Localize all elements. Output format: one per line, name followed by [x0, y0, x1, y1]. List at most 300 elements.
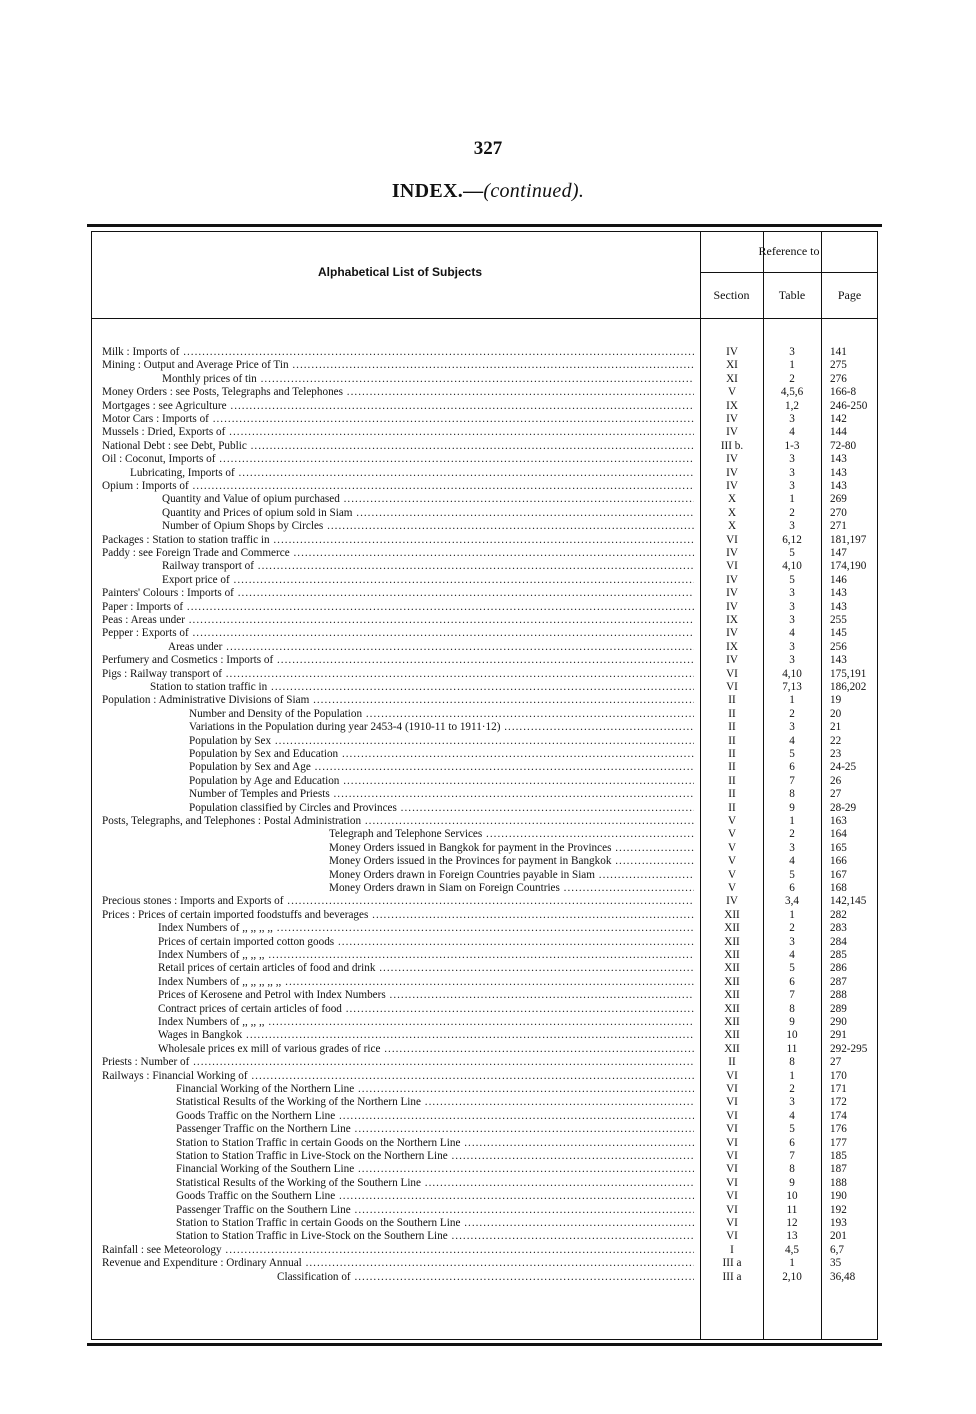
index-section: VI	[726, 533, 738, 546]
index-subject	[102, 842, 694, 855]
index-row	[0, 828, 976, 842]
index-row	[0, 614, 976, 628]
index-table: 11	[786, 1042, 798, 1055]
index-page: 143	[830, 480, 847, 492]
index-page: 171	[830, 1083, 847, 1095]
index-page: 186,202	[830, 681, 867, 693]
index-page: 145	[830, 627, 847, 640]
index-table: 3	[789, 413, 795, 425]
index-section: VI	[726, 1163, 738, 1176]
index-subject-text: Station to Station Traffic in Live-Stock on the Northern Line .....	[176, 1150, 694, 1162]
index-table: 2,10	[782, 1270, 802, 1283]
index-subject-text: Money Orders drawn in Siam on Foreign Countries .....	[329, 882, 694, 894]
index-section: VI	[726, 1230, 738, 1243]
index-section: III a	[722, 1270, 742, 1283]
index-page: 282	[830, 908, 847, 921]
index-page: 146	[830, 573, 847, 586]
index-subject-text: Railways : Financial Working of .....	[102, 1070, 694, 1082]
index-section: XII	[724, 922, 740, 935]
index-section: V	[727, 386, 737, 399]
index-row	[0, 949, 976, 963]
header-page: Page	[837, 288, 862, 302]
index-table: 4,10	[782, 667, 802, 680]
index-subject-text: Peas : Areas under .....	[102, 614, 694, 626]
index-subject-text: Index Numbers of ,, ,, ,, ,, .....	[158, 922, 694, 934]
index-table: 2	[789, 922, 795, 935]
index-subject	[102, 976, 694, 989]
index-row	[0, 936, 976, 950]
index-section: V	[727, 882, 737, 894]
index-subject	[102, 708, 694, 721]
index-subject-text: Station to station traffic in .....	[150, 681, 694, 693]
index-section: III a	[722, 1257, 742, 1270]
index-page: 177	[830, 1136, 847, 1149]
index-section: XI	[726, 359, 738, 372]
index-page: 193	[830, 1217, 847, 1229]
index-section: IV	[726, 346, 738, 358]
index-section: VI	[726, 1136, 738, 1149]
index-row	[0, 708, 976, 722]
index-table: 8	[789, 788, 795, 801]
index-table: 4	[789, 426, 795, 439]
index-section: VI	[726, 1217, 738, 1229]
index-row	[0, 761, 976, 775]
index-table: 8	[789, 1163, 795, 1176]
index-page: 192	[830, 1203, 847, 1216]
index-section: XII	[724, 935, 740, 948]
index-subject-text: Lubricating, Imports of .....	[130, 467, 694, 479]
index-section: IV	[726, 600, 738, 613]
index-subject-text: Telegraph and Telephone Services .....	[329, 828, 694, 840]
index-row	[0, 1217, 976, 1231]
header-section: Section	[713, 288, 750, 302]
index-subject-text: Prices : Prices of certain imported foodstuffs and beverages .....	[102, 909, 694, 921]
index-table: 6	[789, 975, 795, 988]
index-subject	[102, 547, 694, 560]
index-row	[0, 1150, 976, 1164]
index-page: 27	[830, 788, 842, 801]
index-table: 4	[789, 949, 795, 961]
index-page: 270	[830, 506, 847, 519]
index-section: II	[728, 734, 736, 747]
index-table: 9	[789, 801, 795, 814]
index-page: 181,197	[830, 533, 867, 546]
index-subject	[102, 895, 694, 908]
index-section: IV	[726, 627, 738, 640]
index-subject	[102, 413, 694, 426]
index-subject	[102, 802, 694, 815]
index-row	[0, 346, 976, 360]
index-row	[0, 748, 976, 762]
index-section: V	[727, 828, 737, 841]
index-section: II	[728, 707, 736, 720]
index-section: VI	[726, 1150, 738, 1162]
index-table: 7	[789, 989, 795, 1002]
index-subject	[102, 1110, 694, 1123]
index-table: 5	[789, 1123, 795, 1136]
index-section: VI	[726, 1203, 738, 1216]
index-subject	[102, 574, 694, 587]
index-subject	[102, 909, 694, 922]
index-section: VI	[726, 1109, 738, 1122]
index-page: 21	[830, 721, 842, 734]
index-subject	[102, 735, 694, 748]
index-page: 276	[830, 372, 847, 385]
index-page: 142	[830, 413, 847, 425]
index-subject-text: Paper : Imports of .....	[102, 601, 694, 613]
index-section: X	[727, 493, 737, 506]
index-section: IV	[726, 426, 738, 439]
index-row	[0, 855, 976, 869]
index-row	[0, 1271, 976, 1285]
index-row	[0, 802, 976, 816]
index-row	[0, 1137, 976, 1151]
index-row	[0, 909, 976, 923]
index-row	[0, 1003, 976, 1017]
index-section: V	[727, 841, 737, 854]
index-subject	[102, 1163, 694, 1176]
index-table: 5	[789, 868, 795, 881]
index-page: 176	[830, 1123, 847, 1136]
index-subject	[102, 668, 694, 681]
index-subject-text: Financial Working of the Southern Line .....	[176, 1163, 694, 1175]
index-row	[0, 574, 976, 588]
index-table: 5	[789, 573, 795, 586]
index-page: 166	[830, 855, 847, 868]
index-page: 143	[830, 453, 847, 466]
index-section: IV	[726, 895, 738, 908]
index-page: 188	[830, 1176, 847, 1189]
index-subject-text: Passenger Traffic on the Southern Line .....	[176, 1204, 694, 1216]
index-section: IX	[726, 640, 738, 653]
index-section: I	[730, 1243, 734, 1256]
index-section: IV	[726, 466, 738, 479]
index-table: 12	[786, 1217, 798, 1229]
index-subject-text: Station to Station Traffic in Live-Stock on the Southern Line .....	[176, 1230, 694, 1242]
index-table: 7,13	[782, 681, 802, 693]
index-row	[0, 694, 976, 708]
index-table: 11	[786, 1203, 798, 1216]
index-section: II	[728, 694, 736, 707]
index-table: 9	[789, 1016, 795, 1028]
index-subject-text: Pigs : Railway transport of .....	[102, 668, 694, 680]
index-table: 3	[789, 600, 795, 613]
index-subject-text: Money Orders : see Posts, Telegraphs and Telephones .....	[102, 386, 694, 398]
index-page: 174,190	[830, 560, 867, 573]
index-section: IX	[726, 614, 738, 626]
index-row	[0, 1190, 976, 1204]
index-section: IV	[726, 413, 738, 425]
index-section: XII	[724, 908, 740, 921]
index-row	[0, 1257, 976, 1271]
index-subject-text: Rainfall : see Meteorology .....	[102, 1244, 694, 1256]
page-number: 327	[473, 138, 503, 159]
index-section: V	[727, 815, 737, 827]
index-page: 167	[830, 868, 847, 881]
index-subject-text: Quantity and Value of opium purchased .....	[162, 493, 694, 505]
index-table: 1	[789, 493, 795, 506]
index-subject-text: Perfumery and Cosmetics : Imports of .....	[102, 654, 694, 666]
index-page: 166-8	[830, 386, 857, 399]
index-table: 3	[789, 654, 795, 667]
index-section: II	[728, 774, 736, 787]
index-page: 163	[830, 815, 847, 827]
index-subject	[102, 1070, 694, 1083]
index-subject	[102, 614, 694, 627]
index-subject	[102, 815, 694, 828]
index-subject-text: Areas under .....	[168, 641, 694, 653]
index-table: 4	[789, 1109, 795, 1122]
index-row	[0, 668, 976, 682]
index-subject	[102, 989, 694, 1002]
index-page: 164	[830, 828, 847, 841]
index-subject	[102, 1271, 694, 1284]
index-row	[0, 587, 976, 601]
index-table: 5	[789, 748, 795, 760]
index-table: 7	[789, 774, 795, 787]
index-subject-text: Money Orders drawn in Foreign Countries payable in Siam .....	[329, 869, 694, 881]
index-row	[0, 1083, 976, 1097]
index-section: XII	[724, 962, 740, 975]
index-table: 3	[789, 841, 795, 854]
index-subject	[102, 400, 694, 413]
index-subject	[102, 440, 694, 453]
index-page: 292-295	[830, 1042, 868, 1055]
index-subject	[102, 1190, 694, 1203]
index-subject-text: Number of Opium Shops by Circles .....	[162, 520, 694, 532]
index-page: 6,7	[830, 1243, 844, 1256]
index-page: 27	[830, 1056, 842, 1069]
index-row	[0, 493, 976, 507]
index-page: 143	[830, 466, 847, 479]
index-subject	[102, 1003, 694, 1016]
index-row	[0, 1177, 976, 1191]
index-subject-text: Station to Station Traffic in certain Goods on the Northern Line .....	[176, 1137, 694, 1149]
index-table: 1	[789, 694, 795, 707]
index-subject-text: Oil : Coconut, Imports of .....	[102, 453, 694, 465]
index-subject	[102, 1217, 694, 1230]
index-subject-text: Statistical Results of the Working of the Northern Line .....	[176, 1096, 694, 1108]
index-subject	[102, 748, 694, 761]
index-page: 35	[830, 1257, 842, 1270]
index-subject-text: Painters' Colours : Imports of .....	[102, 587, 694, 599]
index-subject	[102, 480, 694, 493]
index-table: 3	[789, 480, 795, 492]
index-row	[0, 721, 976, 735]
index-row	[0, 413, 976, 427]
index-page: 143	[830, 587, 847, 600]
index-page: 147	[830, 547, 847, 559]
index-table: 3	[789, 1096, 795, 1109]
index-subject-text: Prices of certain imported cotton goods .....	[158, 936, 694, 948]
index-subject-text: Mussels : Dried, Exports of .....	[102, 426, 694, 438]
index-page: 246-250	[830, 399, 868, 412]
index-table: 3	[789, 614, 795, 626]
index-row	[0, 507, 976, 521]
index-table: 13	[786, 1230, 798, 1243]
index-section: XII	[724, 1002, 740, 1015]
index-subject-text: Monthly prices of tin .....	[162, 373, 694, 385]
index-subject-text: Contract prices of certain articles of food .....	[158, 1003, 694, 1015]
index-row	[0, 815, 976, 829]
index-table: 1	[789, 1257, 795, 1270]
index-subject	[102, 694, 694, 707]
index-subject-text: Population classified by Circles and Provinces .....	[189, 802, 694, 814]
index-subject-text: Wholesale prices ex mill of various grades of rice .....	[158, 1043, 694, 1055]
index-subject-text: Index Numbers of ,, ,, ,, ,, ,, .....	[158, 976, 694, 988]
header-rule-bottom	[91, 318, 878, 319]
index-page: 142,145	[830, 895, 867, 908]
index-subject	[102, 346, 694, 359]
index-table: 3	[789, 640, 795, 653]
index-row	[0, 869, 976, 883]
header-reference-to: Reference to	[758, 244, 820, 258]
index-row	[0, 788, 976, 802]
index-section: VI	[726, 1083, 738, 1095]
index-page: 23	[830, 748, 842, 760]
index-subject	[102, 1230, 694, 1243]
index-table: 6	[789, 882, 795, 894]
index-subject-text: Posts, Telegraphs, and Telephones : Postal Administration .....	[102, 815, 694, 827]
index-row	[0, 627, 976, 641]
index-table: 2	[789, 1083, 795, 1095]
index-subject-text: Mining : Output and Average Price of Tin .....	[102, 359, 694, 371]
index-subject	[102, 1123, 694, 1136]
index-subject-text: Goods Traffic on the Northern Line .....	[176, 1110, 694, 1122]
index-table: 1	[789, 815, 795, 827]
index-subject	[102, 855, 694, 868]
index-subject-text: Money Orders issued in Bangkok for payment in the Provinces .....	[329, 842, 694, 854]
index-row	[0, 654, 976, 668]
index-section: XII	[724, 1029, 740, 1042]
index-row	[0, 547, 976, 561]
index-subject	[102, 467, 694, 480]
index-section: II	[728, 788, 736, 801]
index-subject	[102, 641, 694, 654]
index-section: III b.	[720, 439, 744, 452]
index-section: VI	[726, 1069, 738, 1082]
index-section: XII	[724, 975, 740, 988]
index-subject-text: Revenue and Expenditure : Ordinary Annual .....	[102, 1257, 694, 1269]
index-subject-text: Population : Administrative Divisions of Siam .....	[102, 694, 694, 706]
index-subject	[102, 1056, 694, 1069]
index-row	[0, 1070, 976, 1084]
index-row	[0, 1029, 976, 1043]
index-row	[0, 1163, 976, 1177]
index-subject-text: Retail prices of certain articles of food and drink .....	[158, 962, 694, 974]
index-section: VI	[726, 1123, 738, 1136]
index-page: 141	[830, 346, 847, 358]
index-subject-text: Mortgages : see Agriculture .....	[102, 400, 694, 412]
index-row	[0, 560, 976, 574]
index-subject-text: Population by Sex and Education .....	[189, 748, 694, 760]
index-page: 283	[830, 922, 847, 935]
index-table: 8	[789, 1056, 795, 1069]
index-row	[0, 1123, 976, 1137]
index-subject-text: Priests : Number of .....	[102, 1056, 694, 1068]
index-row	[0, 440, 976, 454]
index-section: VI	[726, 1176, 738, 1189]
index-table: 6	[789, 1136, 795, 1149]
index-row	[0, 601, 976, 615]
index-table: 10	[786, 1190, 798, 1203]
index-section: V	[727, 855, 737, 868]
index-subject	[102, 681, 694, 694]
index-table: 3	[789, 721, 795, 734]
index-subject	[102, 386, 694, 399]
index-subject-text: Opium : Imports of .....	[102, 480, 694, 492]
index-subject-text: Packages : Station to station traffic in .....	[102, 534, 694, 546]
index-page: 19	[830, 694, 842, 707]
index-section: XII	[724, 1016, 740, 1028]
index-table: 4	[789, 855, 795, 868]
index-section: IV	[726, 573, 738, 586]
index-subject	[102, 1029, 694, 1042]
index-subject-text: Passenger Traffic on the Northern Line .....	[176, 1123, 694, 1135]
index-subject-text: Statistical Results of the Working of the Southern Line .....	[176, 1177, 694, 1189]
index-row	[0, 895, 976, 909]
index-page: 175,191	[830, 667, 867, 680]
index-subject-text: Station to Station Traffic in certain Goods on the Southern Line .....	[176, 1217, 694, 1229]
index-row	[0, 641, 976, 655]
index-subject	[102, 1204, 694, 1217]
index-section: VI	[726, 560, 738, 573]
index-row	[0, 453, 976, 467]
index-page: 185	[830, 1150, 847, 1162]
index-table: 3	[789, 466, 795, 479]
index-table: 3	[789, 453, 795, 466]
index-subject-text: Milk : Imports of .....	[102, 346, 694, 358]
index-table: 1	[789, 359, 795, 372]
index-page: 174	[830, 1109, 847, 1122]
index-row	[0, 962, 976, 976]
index-row	[0, 775, 976, 789]
index-row	[0, 1096, 976, 1110]
index-subject	[102, 534, 694, 547]
index-section: X	[727, 506, 737, 519]
index-row	[0, 1043, 976, 1057]
index-subject-text: Index Numbers of ,, ,, ,, .....	[158, 949, 694, 961]
index-table: 4,5,6	[780, 386, 804, 399]
index-subject	[102, 922, 694, 935]
index-page: 286	[830, 962, 847, 975]
index-subject	[102, 520, 694, 533]
index-row	[0, 989, 976, 1003]
index-page: 269	[830, 493, 847, 506]
index-subject	[102, 627, 694, 640]
index-table: 5	[789, 547, 795, 559]
index-subject	[102, 949, 694, 962]
index-subject-text: Export price of .....	[162, 574, 694, 586]
index-table: 2	[789, 372, 795, 385]
index-page: 290	[830, 1016, 847, 1028]
index-row	[0, 976, 976, 990]
index-subject	[102, 962, 694, 975]
index-subject-text: Population by Sex and Age .....	[189, 761, 694, 773]
index-subject	[102, 761, 694, 774]
index-subject	[102, 775, 694, 788]
index-table: 1,2	[785, 399, 799, 412]
index-table: 4	[789, 734, 795, 747]
index-subject	[102, 882, 694, 895]
index-row	[0, 842, 976, 856]
index-page: 285	[830, 949, 847, 961]
index-subject	[102, 587, 694, 600]
index-subject	[102, 788, 694, 801]
index-subject	[102, 1257, 694, 1270]
index-subject	[102, 601, 694, 614]
index-subject-text: Money Orders issued in the Provinces for payment in Bangkok .....	[329, 855, 694, 867]
